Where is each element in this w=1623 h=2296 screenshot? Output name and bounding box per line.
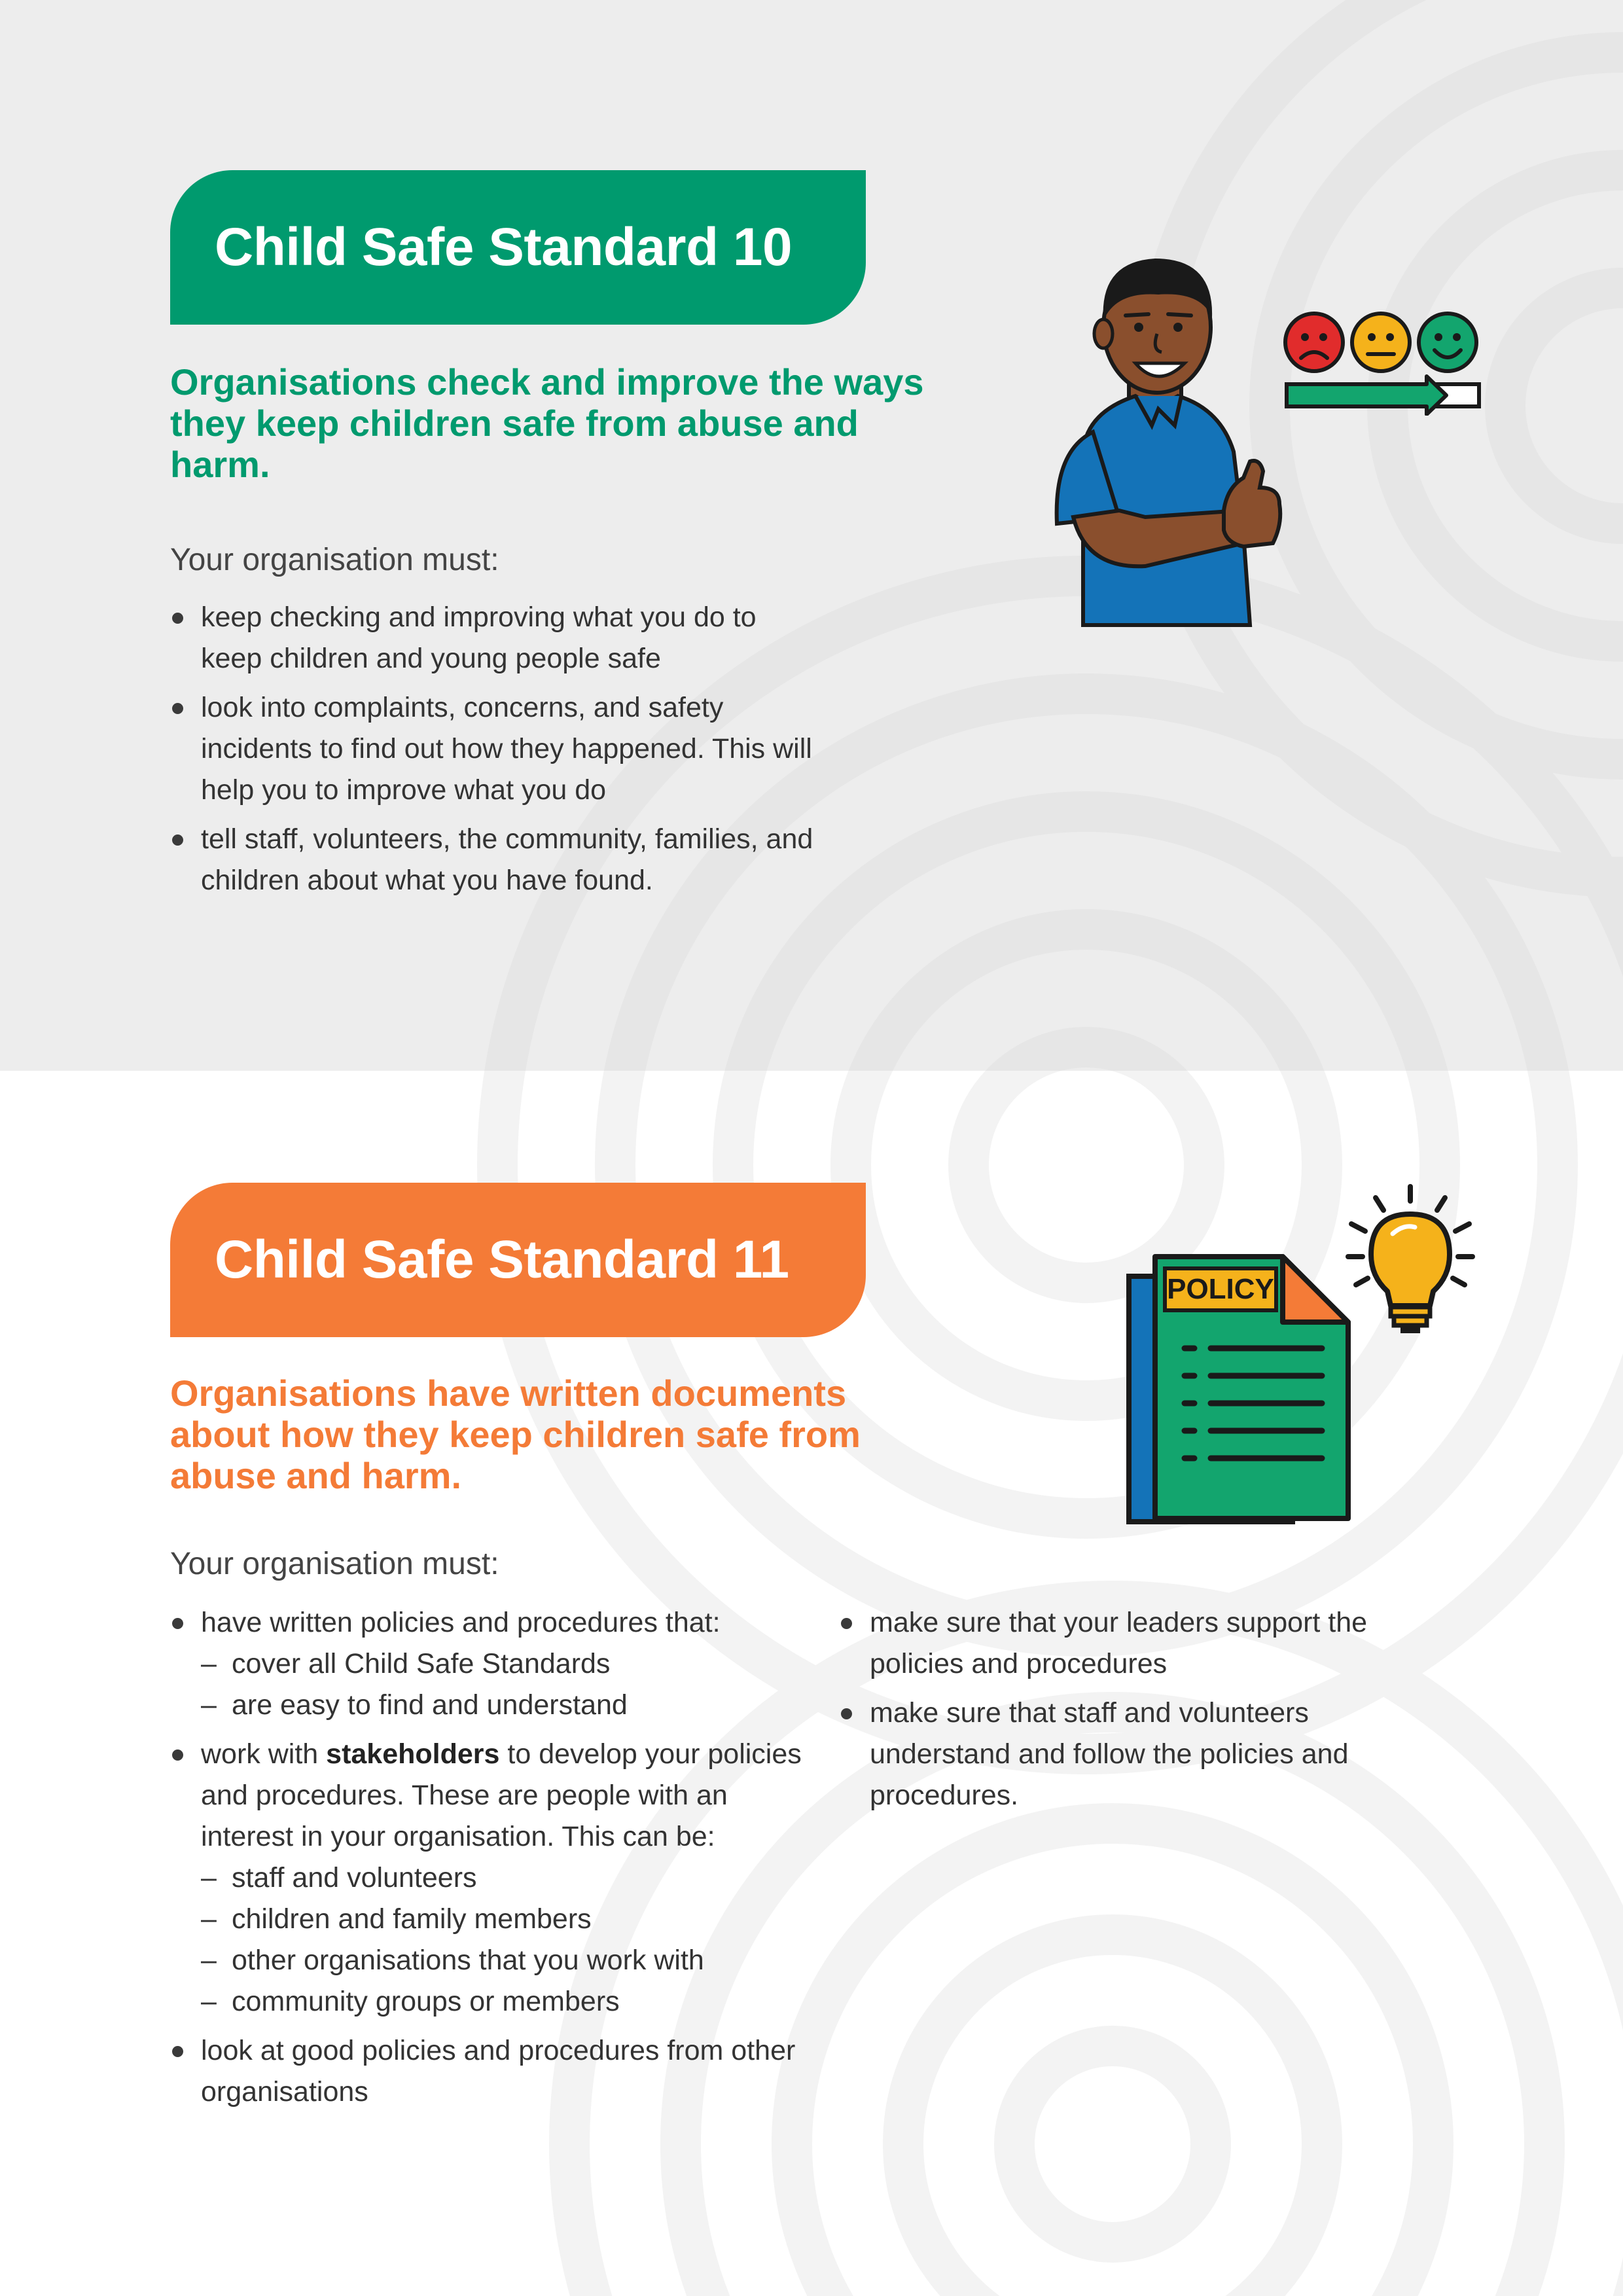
happy-face-icon (1419, 314, 1476, 371)
standard-10-bullet-2: look into complaints, concerns, and safety incidents to find out how they happened. This will help you to improve what you do (170, 687, 825, 811)
standard-10-banner (170, 170, 866, 325)
rating-faces-group (1283, 304, 1486, 416)
standard-10-bullet-list (170, 597, 825, 909)
lightbulb-icon (1342, 1181, 1479, 1338)
sub-item: – community groups or members (201, 1981, 825, 2022)
standard-10-section (0, 0, 1623, 1071)
sad-face-icon (1285, 314, 1343, 371)
standard-10-bullet-3: tell staff, volunteers, the community, families, and children about what you have found. (170, 819, 825, 901)
standard-10-bullet-1: keep checking and improving what you do to keep children and young people safe (170, 597, 825, 679)
standard-11-subtitle: Organisations have written documents about how they keep children safe from abuse and harm. (170, 1372, 861, 1496)
standard-11-must-label: Your organisation must: (170, 1547, 499, 1581)
sub-item: – children and family members (201, 1899, 825, 1940)
bullet-text: have written policies and procedures that: (201, 1607, 721, 1638)
standard-11-left-bullet-list (170, 1602, 825, 2121)
sub-item: – staff and volunteers (201, 1857, 825, 1899)
bullet-text-post: to develop your policies and procedures. These are people with an interest in your organisation. This can be: (201, 1738, 802, 1852)
sub-item: – other organisations that you work with (201, 1940, 825, 1981)
standard-11-bullet-leaders: make sure that your leaders support the policies and procedures (839, 1602, 1428, 1685)
neutral-face-icon (1352, 314, 1410, 371)
sub-list (201, 1857, 825, 2022)
sub-item: – cover all Child Safe Standards (201, 1643, 825, 1685)
standard-11-bullet-policies (170, 1602, 825, 1726)
standard-11-title: Child Safe Standard 11 (215, 1230, 789, 1289)
sub-item: – are easy to find and understand (201, 1685, 825, 1726)
standard-10-subtitle: Organisations check and improve the ways they keep children safe from abuse and harm. (170, 361, 924, 485)
background-rings-decoration (0, 0, 1623, 1071)
standard-10-must-label: Your organisation must: (170, 543, 499, 577)
policy-document-icon (1122, 1250, 1358, 1528)
person-thumbs-up-icon (1047, 236, 1283, 628)
standard-10-title: Child Safe Standard 10 (215, 217, 793, 277)
sub-list (201, 1643, 825, 1726)
bullet-text-pre: work with (201, 1738, 327, 1770)
arrow-progress-icon (1287, 376, 1479, 414)
standard-11-bullet-good-policies: look at good policies and procedures from other organisations (170, 2030, 825, 2113)
standard-11-right-bullet-list (839, 1602, 1428, 1824)
stakeholders-term: stakeholders (326, 1738, 500, 1770)
policy-label: POLICY (1167, 1273, 1274, 1305)
standard-11-banner (170, 1183, 866, 1337)
standard-11-bullet-stakeholders (170, 1734, 825, 2022)
standard-11-bullet-staff-follow: make sure that staff and volunteers understand and follow the policies and procedures. (839, 1693, 1428, 1816)
